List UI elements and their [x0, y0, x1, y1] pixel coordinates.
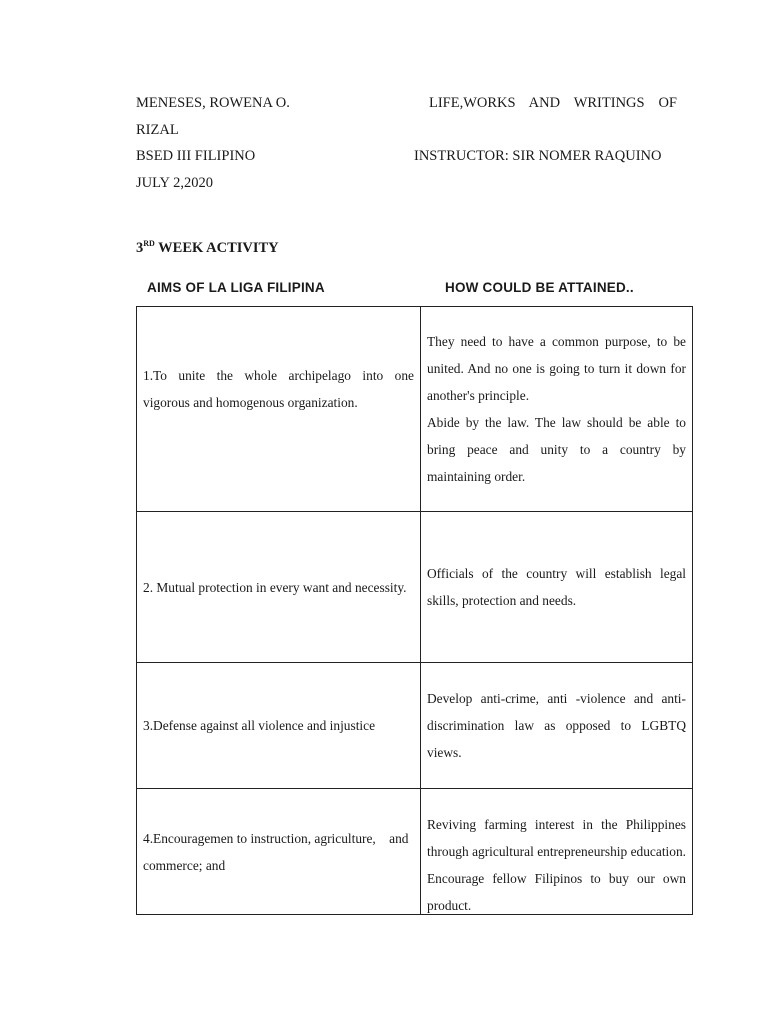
- course-title: LIFE,WORKS AND WRITINGS OF: [429, 95, 677, 111]
- aims-table: [136, 306, 693, 915]
- attain-cell: [421, 663, 693, 789]
- aim-text: 2. Mutual protection in every want and necessity.: [143, 579, 407, 595]
- table-row: [137, 789, 693, 915]
- attain-text: Abide by the law. The law should be able to bring peace and unity to a country by maintaining order.: [427, 415, 686, 484]
- instructor: INSTRUCTOR: SIR NOMER RAQUINO: [414, 148, 662, 164]
- activity-title: [136, 239, 279, 257]
- attain-text: They need to have a common purpose, to be united. And no one is going to turn it down for another's principle.: [427, 334, 686, 403]
- table-row: [137, 663, 693, 789]
- aim-text: 3.Defense against all violence and injustice: [143, 718, 376, 733]
- table-row: [137, 512, 693, 663]
- column-header-attained: HOW COULD BE ATTAINED..: [445, 280, 634, 295]
- attain-cell: [421, 789, 693, 915]
- program: BSED III FILIPINO: [136, 148, 256, 164]
- aim-cell: [137, 789, 421, 915]
- table-row: [137, 307, 693, 512]
- attain-text: Reviving farming interest in the Philippines through agricultural entrepreneurship education. Encourage fellow Filipinos to buy our own product.: [427, 817, 686, 913]
- attain-cell: [421, 307, 693, 512]
- activity-number: 3: [136, 240, 144, 256]
- attain-cell: [421, 512, 693, 663]
- activity-ordinal-suffix: RD: [143, 239, 155, 248]
- aim-cell: [137, 663, 421, 789]
- aim-cell: [137, 307, 421, 512]
- course-title-continued: RIZAL: [136, 122, 179, 138]
- attain-text: Officials of the country will establish legal skills, protection and needs.: [427, 566, 686, 608]
- student-name: MENESES, ROWENA O.: [136, 95, 290, 111]
- aim-cell: [137, 512, 421, 663]
- aim-text: 4.Encouragemen to instruction, agriculture, and commerce; and: [143, 830, 412, 873]
- date: JULY 2,2020: [136, 175, 213, 191]
- activity-title-text: WEEK ACTIVITY: [154, 240, 279, 256]
- column-header-aims: AIMS OF LA LIGA FILIPINA: [147, 280, 325, 295]
- attain-text: Develop anti-crime, anti -violence and anti- discrimination law as opposed to LGBTQ views.: [427, 691, 686, 760]
- attain-cell-clip: [427, 789, 686, 913]
- aim-text: 1.To unite the whole archipelago into one vigorous and homogenous organization.: [143, 368, 414, 410]
